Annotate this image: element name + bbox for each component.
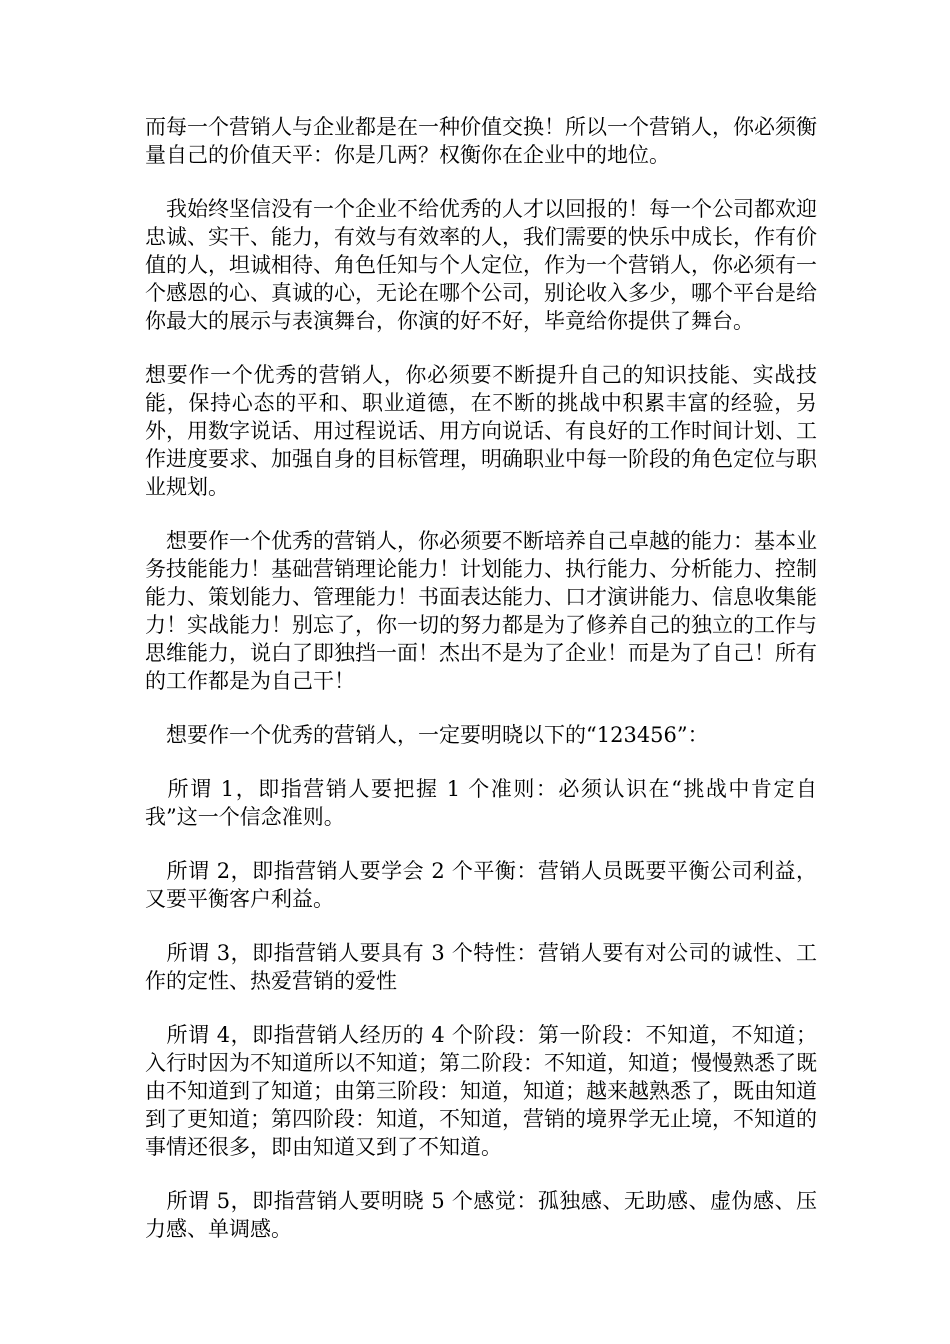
paragraph-point-1: 所谓 1，即指营销人要把握 1 个准则：必须认识在“挑战中肯定自我”这一个信念准则。 (145, 777, 817, 829)
paragraph-point-2: 所谓 2，即指营销人要学会 2 个平衡：营销人员既要平衡公司利益，又要平衡客户利益。 (145, 859, 817, 911)
paragraph-abilities: 想要作一个优秀的营销人，你必须要不断培养自己卓越的能力：基本业务技能能力！基础营销理论能力！计划能力、执行能力、分析能力、控制能力、策划能力、管理能力！书面表达能力、口才演讲能力、信息收集能力！实战能力！别忘了，你一切的努力都是为了修养自己的独立的工作与思维能力，说白了即独挡一面！杰出不是为了企业！而是为了自己！所有的工作都是为自己干！ (145, 529, 817, 693)
paragraph-point-3: 所谓 3，即指营销人要具有 3 个特性：营销人要有对公司的诚性、工作的定性、热爱营销的爱性 (145, 941, 817, 993)
paragraph-123456-intro: 想要作一个优秀的营销人，一定要明晓以下的“123456”： (145, 723, 709, 747)
paragraph-value-exchange: 而每一个营销人与企业都是在一种价值交换！所以一个营销人，你必须衡量自己的价值天平：你是几两？权衡你在企业中的地位。 (145, 115, 817, 167)
paragraph-company-rewards: 我始终坚信没有一个企业不给优秀的人才以回报的！每一个公司都欢迎忠诚、实干、能力，有效与有效率的人，我们需要的快乐中成长，作有价值的人，坦诚相待、角色任知与个人定位，作为一个营销人，你必须有一个感恩的心、真诚的心，无论在哪个公司，别论收入多少，哪个平台是给你最大的展示与表演舞台，你演的好不好，毕竟给你提供了舞台。 (145, 197, 817, 333)
paragraph-point-5: 所谓 5，即指营销人要明晓 5 个感觉：孤独感、无助感、虚伪感、压力感、单调感。 (145, 1189, 817, 1241)
paragraph-point-4: 所谓 4，即指营销人经历的 4 个阶段：第一阶段：不知道，不知道；入行时因为不知道所以不知道；第二阶段：不知道，知道；慢慢熟悉了既由不知道到了知道；由第三阶段：知道，知道；越来越熟悉了，既由知道到了更知道；第四阶段：知道，不知道，营销的境界学无止境，不知道的事情还很多，即由知道又到了不知道。 (145, 1023, 817, 1159)
document-body (145, 113, 817, 1269)
paragraph-skills-improvement: 想要作一个优秀的营销人，你必须要不断提升自己的知识技能、实战技能，保持心态的平和、职业道德，在不断的挑战中积累丰富的经验，另外，用数字说话、用过程说话、用方向说话、有良好的工作时间计划、工作进度要求、加强自身的目标管理，明确职业中每一阶段的角色定位与职业规划。 (145, 363, 817, 499)
